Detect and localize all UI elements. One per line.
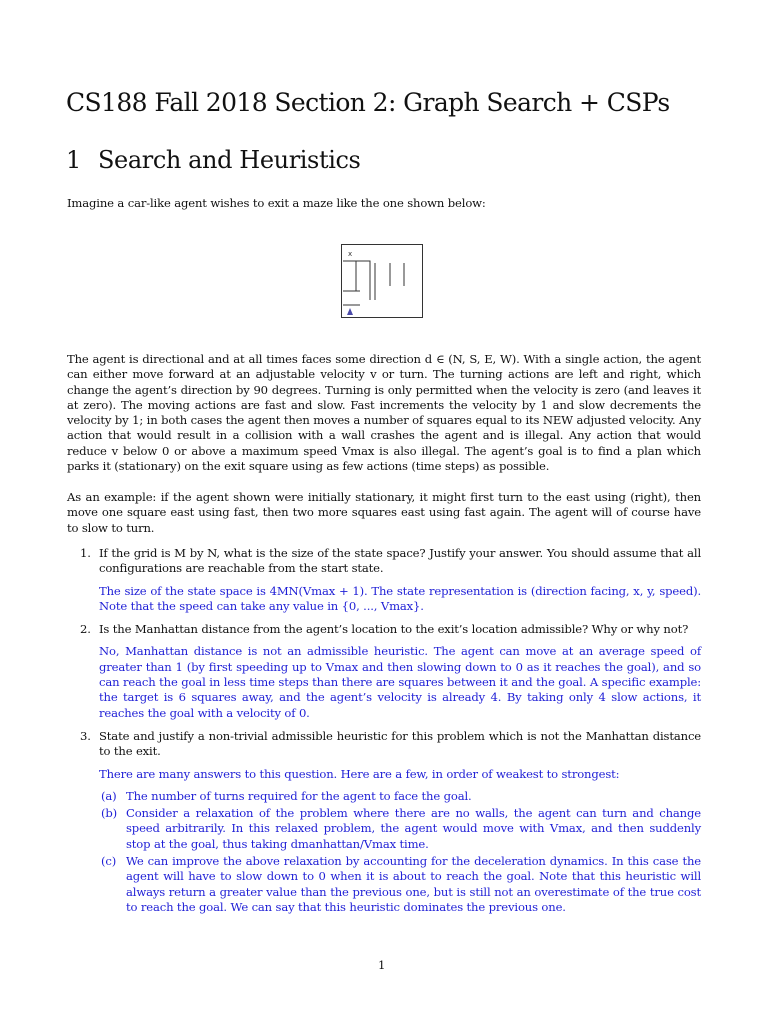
question-number: 1. [80, 546, 91, 560]
question-number: 2. [80, 622, 91, 637]
question-list [80, 546, 701, 917]
subitem-text: Consider a relaxation of the problem where there are no walls, the agent can turn and change speed arbitrarily. In this relaxed problem, the agent would move with Vmax, and then suddenly stop at the goal, thus taking dmanhattan/Vmax time. [126, 806, 701, 851]
subitem-label: (b) [101, 806, 118, 821]
subitem-text: The number of turns required for the agent to face the goal. [126, 788, 472, 803]
answer-text: No, Manhattan distance is not an admissible heuristic. The agent can move at an average speed of greater than 1 (by first speeding up to Vmax and then slowing down to 0 as it reaches the goal), and so can reach the goal in less time steps than there are squares between it and the goal. A specific example: the target is 6 squares away, and the agent’s velocity is already 4. By taking only 4 slow actions, it reaches the goal with a velocity of 0. [99, 644, 701, 720]
question-text: If the grid is M by N, what is the size of the state space? Justify your answer. You should assume that all configurations are reachable from the start state. [99, 546, 701, 576]
description-paragraph: The agent is directional and at all times faces some direction d ∈ (N, S, E, W). With a single action, the agent can either move forward at an adjustable velocity v or turn. The turning actions are left and right, which change the agent’s direction by 90 degrees. Turning is only permitted when the velocity is zero (and leaves it at zero). The moving actions are fast and slow. Fast increments the velocity by 1 and slow decrements the velocity by 1; in both cases the agent then moves a number of squares equal to its NEW adjusted velocity. Any action that would result in a collision with a wall crashes the agent and is illegal. Any action that would reduce v below 0 or above a maximum speed Vmax is also illegal. The agent’s goal is to find a plan which parks it (stationary) on the exit square using as few actions (time steps) as possible. [67, 352, 701, 474]
question-number: 3. [80, 728, 91, 743]
question-item [80, 546, 701, 614]
answer-subitem [99, 789, 701, 804]
question-text: State and justify a non-trivial admissible heuristic for this problem which is not the Manhattan distance to the exit. [99, 728, 701, 759]
page-title: CS188 Fall 2018 Section 2: Graph Search + CSPs [66, 88, 670, 117]
maze-border [342, 245, 423, 318]
section-title: Search and Heuristics [98, 146, 361, 174]
subitem-label: (c) [101, 854, 117, 869]
question-text: Is the Manhattan distance from the agent’s location to the exit’s location admissible? Why or why not? [99, 622, 689, 637]
maze-figure [341, 244, 423, 318]
subitem-label: (a) [101, 788, 117, 803]
example-paragraph: As an example: if the agent shown were initially stationary, it might first turn to the east using (right), then move one square east using fast, then two more squares east using fast again. The agent will of course have to slow to turn. [67, 490, 701, 535]
answer-sublist [99, 789, 701, 915]
question-item [80, 729, 701, 915]
answer-subitem [99, 854, 701, 915]
subitem-text: We can improve the above relaxation by accounting for the deceleration dynamics. In this case the agent will have to slow down to 0 when it is about to reach the goal. Note that this heuristic will always return a greater value than the previous one, but is still not an overestimate of the true cost to reach the goal. We can say that this heuristic dominates the previous one. [126, 854, 701, 914]
section-heading [66, 144, 706, 176]
maze-exit-label: x [348, 250, 353, 258]
section-number: 1 [66, 146, 81, 174]
question-item [80, 622, 701, 721]
answer-text: There are many answers to this question. Here are a few, in order of weakest to strongest: [99, 766, 620, 781]
answer-text: The size of the state space is 4MN(Vmax + 1). The state representation is (direction facing, x, y, speed). Note that the speed can take any value in {0, ..., Vmax}. [99, 583, 701, 613]
page-number: 1 [378, 958, 386, 972]
intro-paragraph: Imagine a car-like agent wishes to exit a maze like the one shown below: [67, 196, 486, 210]
answer-subitem [99, 806, 701, 852]
agent-arrow-icon [347, 308, 353, 315]
